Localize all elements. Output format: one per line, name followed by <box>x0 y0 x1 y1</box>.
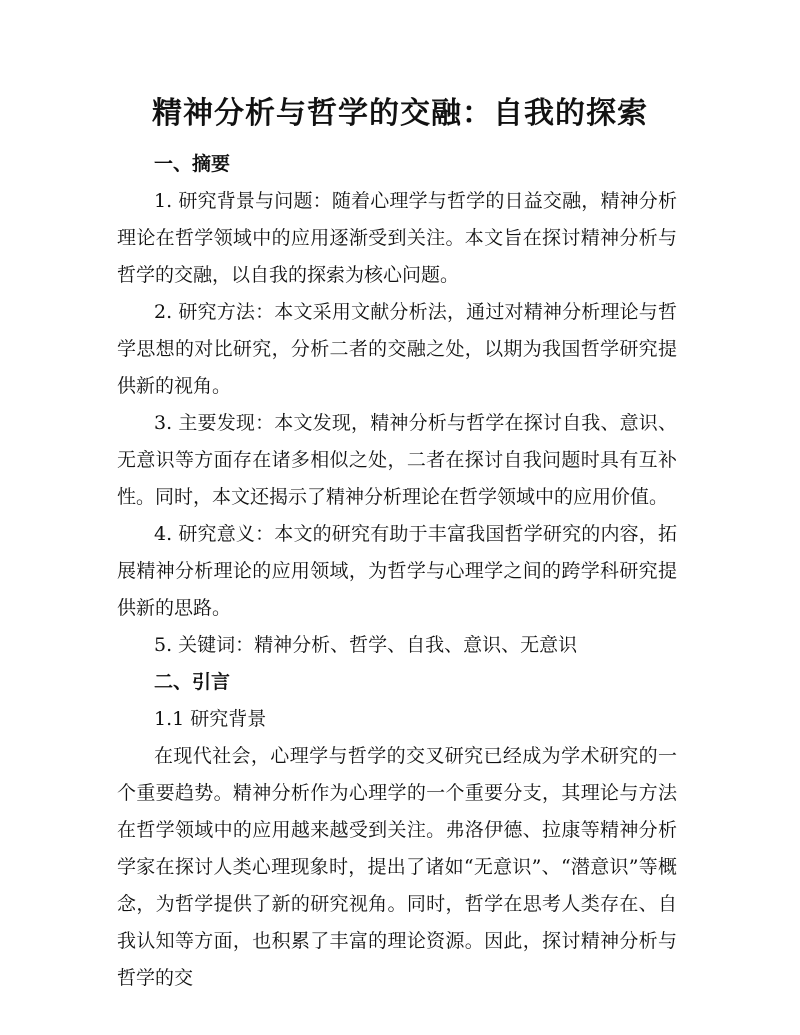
abstract-item-findings: 3. 主要发现：本文发现，精神分析与哲学在探讨自我、意识、无意识等方面存在诸多相似之处，二者在探讨自我问题时具有互补性。同时，本文还揭示了精神分析理论在哲学领域中的应用价值。 <box>117 412 677 508</box>
section-heading-introduction: 二、引言 <box>154 671 231 693</box>
document-body <box>117 146 677 997</box>
abstract-item-background: 1. 研究背景与问题：随着心理学与哲学的日益交融，精神分析理论在哲学领域中的应用逐渐受到关注。本文旨在探讨精神分析与哲学的交融，以自我的探索为核心问题。 <box>117 190 677 286</box>
section-heading-abstract: 一、摘要 <box>154 153 231 175</box>
abstract-item-significance: 4. 研究意义：本文的研究有助于丰富我国哲学研究的内容，拓展精神分析理论的应用领域，为哲学与心理学之间的跨学科研究提供新的思路。 <box>117 523 677 619</box>
abstract-item-method: 2. 研究方法：本文采用文献分析法，通过对精神分析理论与哲学思想的对比研究，分析二者的交融之处，以期为我国哲学研究提供新的视角。 <box>117 301 677 397</box>
page-title: 精神分析与哲学的交融：自我的探索 <box>152 96 648 131</box>
abstract-item-keywords: 5. 关键词：精神分析、哲学、自我、意识、无意识 <box>154 634 578 656</box>
introduction-paragraph: 在现代社会，心理学与哲学的交叉研究已经成为学术研究的一个重要趋势。精神分析作为心理学的一个重要分支，其理论与方法在哲学领域中的应用越来越受到关注。弗洛伊德、拉康等精神分析学家在探讨人类心理现象时，提出了诸如“无意识”、“潜意识”等概念，为哲学提供了新的研究视角。同时，哲学在思考人类存在、自我认知等方面，也积累了丰富的理论资源。因此，探讨精神分析与哲学的交 <box>117 745 677 989</box>
subsection-heading-background: 1.1 研究背景 <box>154 708 267 730</box>
